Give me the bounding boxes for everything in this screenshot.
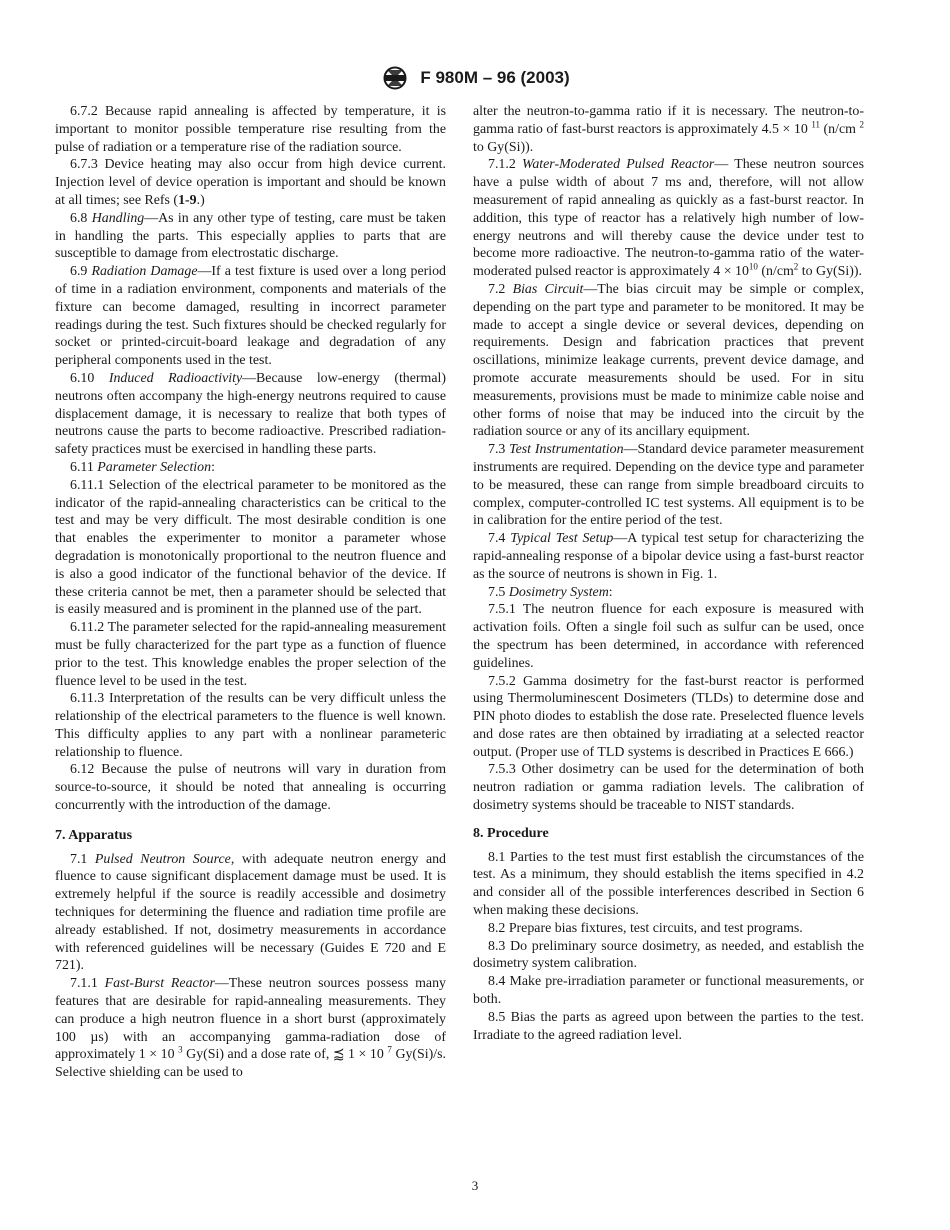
paragraph-8-4: 8.4 Make pre-irradiation parameter or functional measurements, or both. [473,974,864,1008]
paragraph-8-1: 8.1 Parties to the test must first establish the circumstances of the test. As a minimum, they should establish the items specified in 4.2 and consider all of the possible interferences described in Section 6 when making these decisions. [473,849,864,919]
paragraph-7-5: 7.5 Dosimetry System: [488,584,613,600]
section-title: Bias Circuit [512,281,584,297]
paragraph-7-5-1: 7.5.1 The neutron fluence for each exposure is measured with activation foils. Often a single foil such as sulfur can be used, once the spectrum has been determined, in accordance with referenced guidelines. [473,602,864,671]
page-number: 3 [471,1178,479,1193]
section-title: Fast-Burst Reactor [104,976,215,992]
section-title: Test Instrumentation [509,442,624,458]
document-designation: F 980M – 96 (2003) [420,68,570,87]
paragraph-8-5: 8.5 Bias the parts as agreed upon between the parties to the test. Irradiate to the agreed radiation level. [473,1009,864,1043]
paragraph-6-7-2: 6.7.2 Because rapid annealing is affected by temperature, it is important to monitor possible temperature rise resulting from the pulse of radiation or a temperature rise of the radiation source. [55,104,446,155]
paragraph-7-3: 7.3 Test Instrumentation—Standard device parameter measurement instruments are required. Depending on the device type and parameter to be measured, these can range from simple breadboard circuits to complex, computer-controlled IC test systems. All equipment is to be in calibration for the entire period of the test. [473,442,864,529]
paragraph-7-1-1-continued: alter the neutron-to-gamma ratio if it is necessary. The neutron-to-gamma ratio of fast-burst reactors is approximately 4.5 × 10 $^{11}$ (n/cm $^2$ to Gy(Si)). [473,104,864,155]
section-title: Handling [91,210,145,226]
page-header [0,66,950,92]
section-title: Parameter Selection [97,459,212,475]
paragraph-8-3: 8.3 Do preliminary source dosimetry, as needed, and establish the dosimetry system calibration. [473,938,864,972]
paragraph-6-11: 6.11 Parameter Selection: [70,459,215,475]
paragraph-6-11-2: 6.11.2 The parameter selected for the rapid-annealing measurement must be fully characterized for the part type as a function of fluence prior to the test. This knowledge enables the proper selection of the fluence level to be used in the test. [55,620,446,689]
section-heading-procedure: 8. Procedure [473,825,549,841]
right-column [473,103,864,1044]
paragraph-7-5-2: 7.5.2 Gamma dosimetry for the fast-burst reactor is performed using Thermoluminescent Dosimeters (TLDs) to determine dose and PIN photo diodes to establish the dose rate. Preselected fluence levels and dose rates are then obtained by irradiating at a selected reactor output. (Proper use of TLD systems is described in Practices E 666.) [473,673,864,760]
section-title: Dosimetry System [508,584,609,600]
section-title: Radiation Damage [91,264,198,280]
astm-logo-icon [380,66,410,90]
paragraph-6-9: 6.9 Radiation Damage—If a test fixture is used over a long period of time in a radiation environment, components and materials of the fixture can become damaged, resulting in incorrect parameter readings during the test. Such fixtures should be checked regularly for socket or printed-circuit-board leakage and degradation of any peripheral components used in the test. [55,264,446,369]
section-heading-apparatus: 7. Apparatus [55,827,133,843]
paragraph-6-12: 6.12 Because the pulse of neutrons will vary in duration from source-to-source, it should be noted that annealing is occurring concurrently with the introduction of the damage. [55,762,446,814]
paragraph-6-11-3: 6.11.3 Interpretation of the results can be very difficult unless the relationship of the electrical parameters to the fluence is well known. This difficulty applies to any part with a nonlinear parameteric relationship to fluence. [55,691,446,760]
reference-link: 1-9 [178,192,197,208]
section-title: Induced Radioactivity [108,370,243,386]
paragraph-7-1-1: 7.1.1 Fast-Burst Reactor—These neutron sources possess many features that are desirable for rapid-annealing measurements. They can produce a high neutron fluence in a short burst (approximately 100 µs) with an accompanying gamma-radiation dose of approximately 1 × 10 $^3$ Gy(Si) and a dose rate of, ⪷ 1 × 10 $^7$ Gy(Si)/s. Selective shielding can be used to [55,976,446,1081]
paragraph-6-7-3: 6.7.3 Device heating may also occur from high device current. Injection level of device operation is important and should be known at all times; see Refs (1-9.) [55,157,446,208]
paragraph-6-10: 6.10 Induced Radioactivity—Because low-energy (thermal) neutrons often accompany the high-energy neutrons required to cause displacement damage, it is necessary to realize that both types of neutrons cause the parts to become radioactive. Prescribed radiation-safety practices must be exercised in handling these parts. [55,370,447,458]
paragraph-7-2: 7.2 Bias Circuit—The bias circuit may be simple or complex, depending on the part type and parameter to be monitored. It may be made to accept a single device or several devices, depending on requirements. Design and fabrication practices that prevent oscillations, minimize leakage currents, prevent device damage, and promote accurate measurements should be used. For in situ measurements, provisions must be made to minimize cable noise and other forms of noise that may be induced into the circuit by the radiation source or any of its ancillary equipment. [473,281,865,440]
paragraph-7-5-3: 7.5.3 Other dosimetry can be used for the determination of both neutron radiation or gamma radiation levels. The calibration of dosimetry systems should be traceable to NIST standards. [473,762,864,814]
paragraph-6-8: 6.8 Handling—As in any other type of testing, care must be taken in handling the parts. This especially applies to parts that are susceptible to damage from electrostatic discharge. [55,210,446,262]
left-column [55,103,446,1082]
section-title: Pulsed Neutron Source [94,851,231,867]
section-title: Water-Moderated Pulsed Reactor [522,157,715,173]
paragraph-7-4: 7.4 Typical Test Setup—A typical test setup for characterizing the rapid-annealing response of a bipolar device using a fast-burst reactor as the source of neutrons is shown in Fig. 1. [473,531,864,582]
paragraph-7-1: 7.1 Pulsed Neutron Source, with adequate neutron energy and fluence to cause significant displacement damage must be used. It is extremely helpful if the source is readily accessible and dosimetry techniques for determining the fluence and radiation time profile are already established. If not, dosimetry measurements in accordance with referenced guidelines will be necessary (Guides E 720 and E 721). [55,851,446,974]
paragraph-6-11-1: 6.11.1 Selection of the electrical parameter to be monitored as the indicator of the rapid-annealing characteristics can be critical to the test and may be very difficult. The most desirable condition is one that enables the experimenter to monitor a parameter whose degradation is monotonically proportional to the neutron fluence and is also a good indicator of the functional behavior of the device. If these criteria cannot be met, then a parameter should be selected that is easily measured and is prominent in the planned use of the part. [55,477,446,618]
paragraph-7-1-2: 7.1.2 Water-Moderated Pulsed Reactor— These neutron sources have a pulse width of about 7 ms and, therefore, will not allow measurement of rapid annealing as quickly as a fast-burst reactor. In addition, this type of reactor has a relatively high number of low-energy neutrons and will thereby cause the device under test to become more radioactive. The neutron-to-gamma ratio of the water-moderated pulsed reactor is approximately $4 \times 10^{10}$ ($n/cm^2$ to Gy(Si)). [473,157,864,280]
section-title: Typical Test Setup [510,531,614,547]
paragraph-8-2: 8.2 Prepare bias fixtures, test circuits, and test programs. [488,920,803,936]
